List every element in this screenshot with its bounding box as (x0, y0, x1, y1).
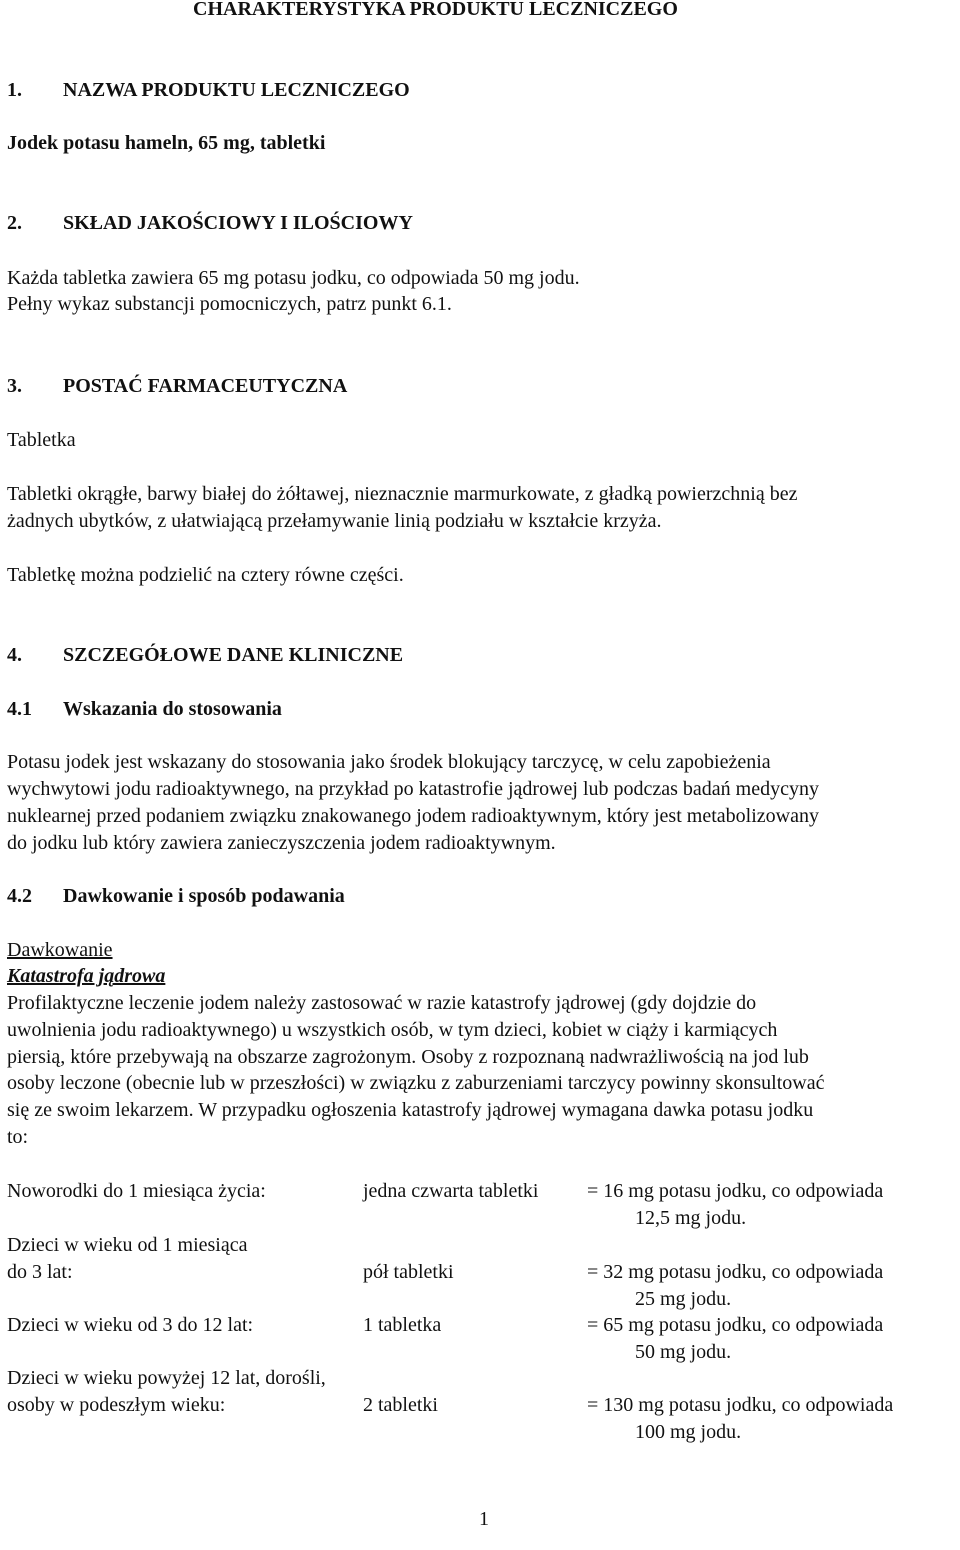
product-name: Jodek potasu hameln, 65 mg, tabletki (7, 132, 326, 154)
composition-line-2: Pełny wykaz substancji pomocniczych, patrz punkt 6.1. (7, 293, 452, 315)
section-4-number: 4. (7, 644, 22, 666)
section-4-2-number: 4.2 (7, 885, 32, 907)
dosage-amount: 1 tabletka (363, 1314, 442, 1336)
dosage-iodine: 100 mg jodu. (635, 1421, 742, 1443)
dosage-iodine: 25 mg jodu. (635, 1288, 732, 1310)
section-1-title: NAZWA PRODUKTU LECZNICZEGO (63, 79, 410, 101)
document-title: CHARAKTERYSTYKA PRODUKTU LECZNICZEGO (193, 0, 678, 20)
section-4-1-number: 4.1 (7, 698, 32, 720)
posology-line-5: się ze swoim lekarzem. W przypadku ogłoszenia katastrofy jądrowej wymagana dawka potasu jodku (7, 1099, 814, 1121)
posology-line-2: uwolnienia jodu radioaktywnego) u wszystkich osób, w tym dzieci, kobiet w ciąży i karmiących (7, 1019, 778, 1041)
section-3-title: POSTAĆ FARMACEUTYCZNA (63, 375, 348, 397)
nuclear-disaster-subheading: Katastrofa jądrowa (7, 965, 166, 987)
section-4-2-title: Dawkowanie i sposób podawania (63, 885, 345, 907)
dosage-equivalent: = 65 mg potasu jodku, co odpowiada (587, 1314, 884, 1336)
dosage-group: Dzieci w wieku od 3 do 12 lat: (7, 1314, 254, 1336)
section-2-number: 2. (7, 212, 22, 234)
dosage-group: Noworodki do 1 miesiąca życia: (7, 1180, 266, 1202)
posology-line-6: to: (7, 1126, 29, 1148)
section-2-title: SKŁAD JAKOŚCIOWY I ILOŚCIOWY (63, 212, 413, 234)
dosage-amount: 2 tabletki (363, 1394, 438, 1416)
section-3-number: 3. (7, 375, 22, 397)
dosage-group: Dzieci w wieku od 1 miesiąca (7, 1234, 248, 1256)
dosage-amount: pół tabletki (363, 1261, 454, 1283)
posology-line-4: osoby leczone (obecnie lub w przeszłości) w związku z zaburzeniami tarczycy powinny skonsultować (7, 1072, 825, 1094)
dosage-group: Dzieci w wieku powyżej 12 lat, dorośli, (7, 1367, 326, 1389)
section-4-title: SZCZEGÓŁOWE DANE KLINICZNE (63, 644, 404, 666)
pharmaceutical-form: Tabletka (7, 429, 76, 451)
indications-line-3: nuklearnej przed podaniem związku znakowanego jodem radioaktywnym, który jest metabolizowany (7, 805, 819, 827)
tablet-description-line-2: żadnych ubytków, z ułatwiającą przełamywanie linią podziału w kształcie krzyża. (7, 510, 662, 532)
tablet-divide-note: Tabletkę można podzielić na cztery równe części. (7, 564, 404, 586)
dosage-equivalent: = 130 mg potasu jodku, co odpowiada (587, 1394, 894, 1416)
dosage-iodine: 12,5 mg jodu. (635, 1207, 747, 1229)
dosage-iodine: 50 mg jodu. (635, 1341, 732, 1363)
dosage-amount: jedna czwarta tabletki (363, 1180, 539, 1202)
posology-line-3: piersią, które przebywają na obszarze zagrożonym. Osoby z rozpoznaną nadwrażliwością na jod lub (7, 1046, 809, 1068)
indications-line-2: wychwytowi jodu radioaktywnego, na przykład po katastrofie jądrowej lub podczas badań medycyny (7, 778, 819, 800)
dosage-equivalent: = 32 mg potasu jodku, co odpowiada (587, 1261, 884, 1283)
dosage-subheading: Dawkowanie (7, 939, 113, 961)
dosage-group-cont: do 3 lat: (7, 1261, 73, 1283)
indications-line-1: Potasu jodek jest wskazany do stosowania jako środek blokujący tarczycę, w celu zapobieżenia (7, 751, 771, 773)
section-1-number: 1. (7, 79, 22, 101)
tablet-description-line-1: Tabletki okrągłe, barwy białej do żółtawej, nieznacznie marmurkowate, z gładką powierzchnią bez (7, 483, 798, 505)
section-4-1-title: Wskazania do stosowania (63, 698, 282, 720)
posology-line-1: Profilaktyczne leczenie jodem należy zastosować w razie katastrofy jądrowej (gdy dojdzie do (7, 992, 757, 1014)
page-number: 1 (479, 1508, 489, 1530)
composition-line-1: Każda tabletka zawiera 65 mg potasu jodku, co odpowiada 50 mg jodu. (7, 267, 580, 289)
indications-line-4: do jodku lub który zawiera zanieczyszczenia jodem radioaktywnym. (7, 832, 556, 854)
dosage-equivalent: = 16 mg potasu jodku, co odpowiada (587, 1180, 884, 1202)
dosage-group-cont: osoby w podeszłym wieku: (7, 1394, 226, 1416)
